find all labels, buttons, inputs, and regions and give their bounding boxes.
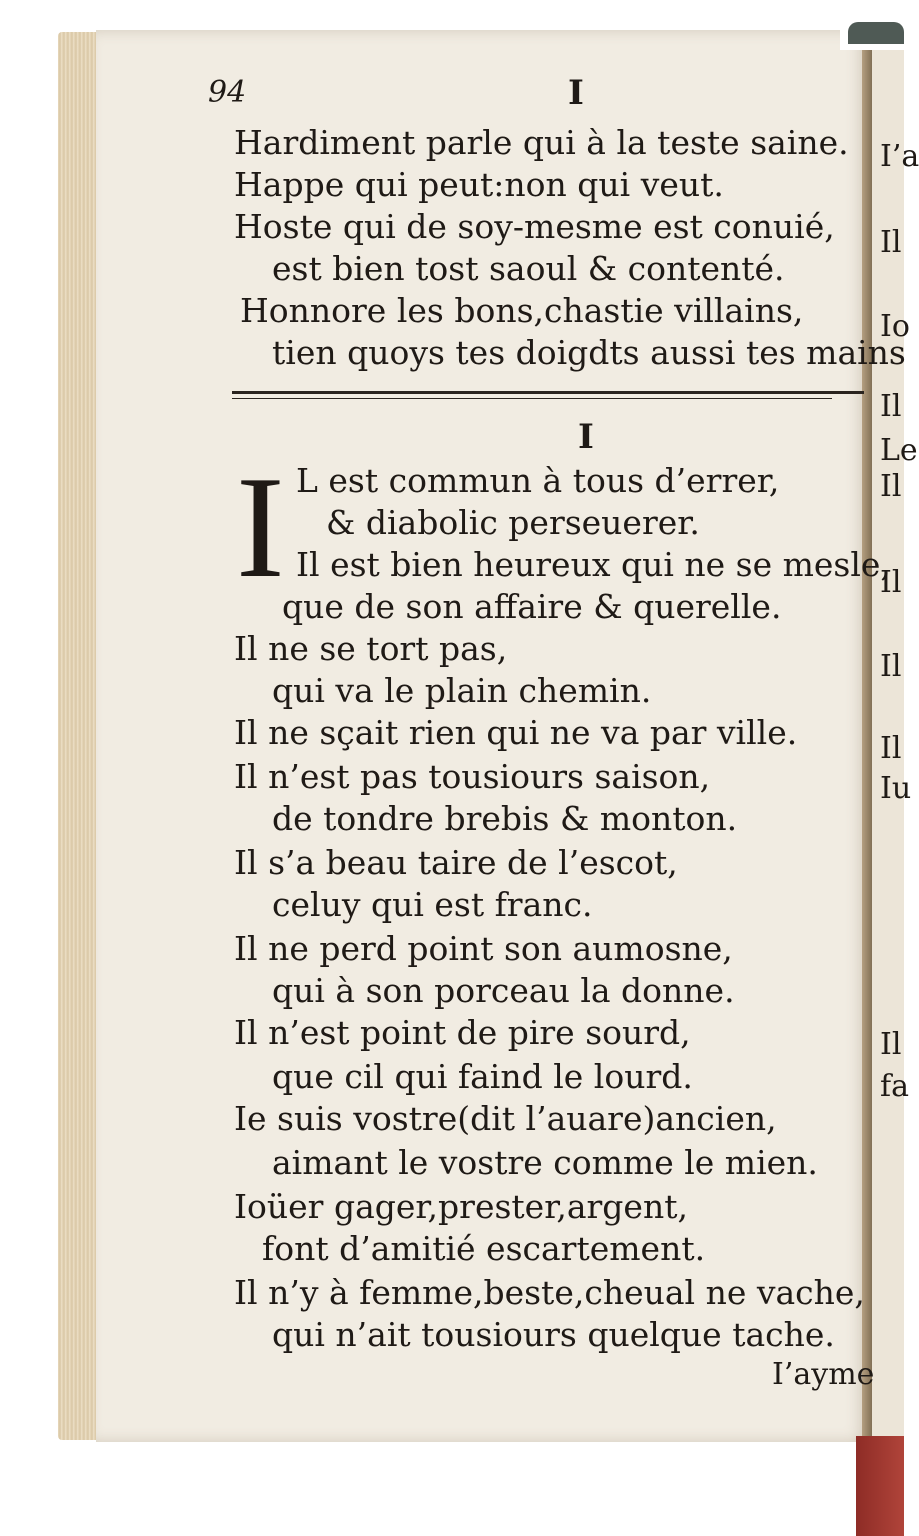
facing-text: Il — [880, 389, 902, 424]
section-heading: I — [578, 417, 594, 457]
text-line: & diabolic perseuerer. — [326, 503, 700, 542]
facing-text: Il — [880, 731, 902, 766]
text-line: aimant le vostre comme le mien. — [272, 1143, 818, 1182]
text-line: Il n’est pas tousiours saison, — [234, 757, 711, 796]
facing-text: Iu — [880, 771, 912, 806]
text-line: Hoste qui de soy-mesme est conuié, — [234, 207, 835, 246]
facing-text: Il — [880, 565, 902, 600]
text-line: que de son affaire & querelle. — [282, 587, 782, 626]
text-line: Il ne se tort pas, — [234, 629, 508, 668]
text-line: Ie suis vostre(dit l’auare)ancien, — [234, 1099, 777, 1138]
text-line: font d’amitié escartement. — [262, 1229, 706, 1268]
text-line: que cil qui faind le lourd. — [272, 1057, 693, 1096]
facing-text: Il — [880, 225, 902, 260]
text-line: Il ne perd point son aumosne, — [234, 929, 733, 968]
drop-cap: I — [236, 446, 285, 608]
facing-text: I’a — [880, 139, 919, 174]
binding-cover — [856, 1436, 904, 1536]
facing-text: Il — [880, 469, 902, 504]
text-line: Honnore les bons,chastie villains, — [240, 291, 804, 330]
text-line: Happe qui peut:non qui veut. — [234, 165, 724, 204]
text-line: qui va le plain chemin. — [272, 671, 652, 710]
section-rule-thin — [232, 398, 832, 399]
facing-text: Io — [880, 309, 910, 344]
facing-text: Le — [880, 433, 918, 468]
bookmark-cord — [848, 22, 904, 44]
text-line: Il est bien heureux qui ne se mesle, — [296, 545, 891, 584]
text-line: celuy qui est franc. — [272, 885, 593, 924]
facing-text: fa — [880, 1069, 909, 1104]
text-line: Il ne sçait rien qui ne va par ville. — [234, 713, 798, 752]
text-line: qui à son porceau la donne. — [272, 971, 735, 1010]
text-line: Hardiment parle qui à la teste saine. — [234, 123, 849, 162]
catchword: I’ayme — [772, 1357, 875, 1392]
text-line: Il s’a beau taire de l’escot, — [234, 843, 678, 882]
text-line: L est commun à tous d’errer, — [296, 461, 780, 500]
section-rule — [232, 391, 864, 394]
facing-text: Il — [880, 1027, 902, 1062]
page-number: 94 — [208, 75, 247, 110]
text-line: Il n’est point de pire sourd, — [234, 1013, 691, 1052]
text-line: de tondre brebis & monton. — [272, 799, 738, 838]
text-line: Ioüer gager,prester,argent, — [234, 1187, 688, 1226]
text-line: Il n’y à femme,beste,cheual ne vache, — [234, 1273, 865, 1312]
text-line: est bien tost saoul & contenté. — [272, 249, 785, 288]
text-line: tien quoys tes doigdts aussi tes mains — [272, 333, 906, 372]
running-head: I — [568, 73, 584, 113]
text-line: qui n’ait tousiours quelque tache. — [272, 1315, 835, 1354]
facing-text: Il — [880, 649, 902, 684]
